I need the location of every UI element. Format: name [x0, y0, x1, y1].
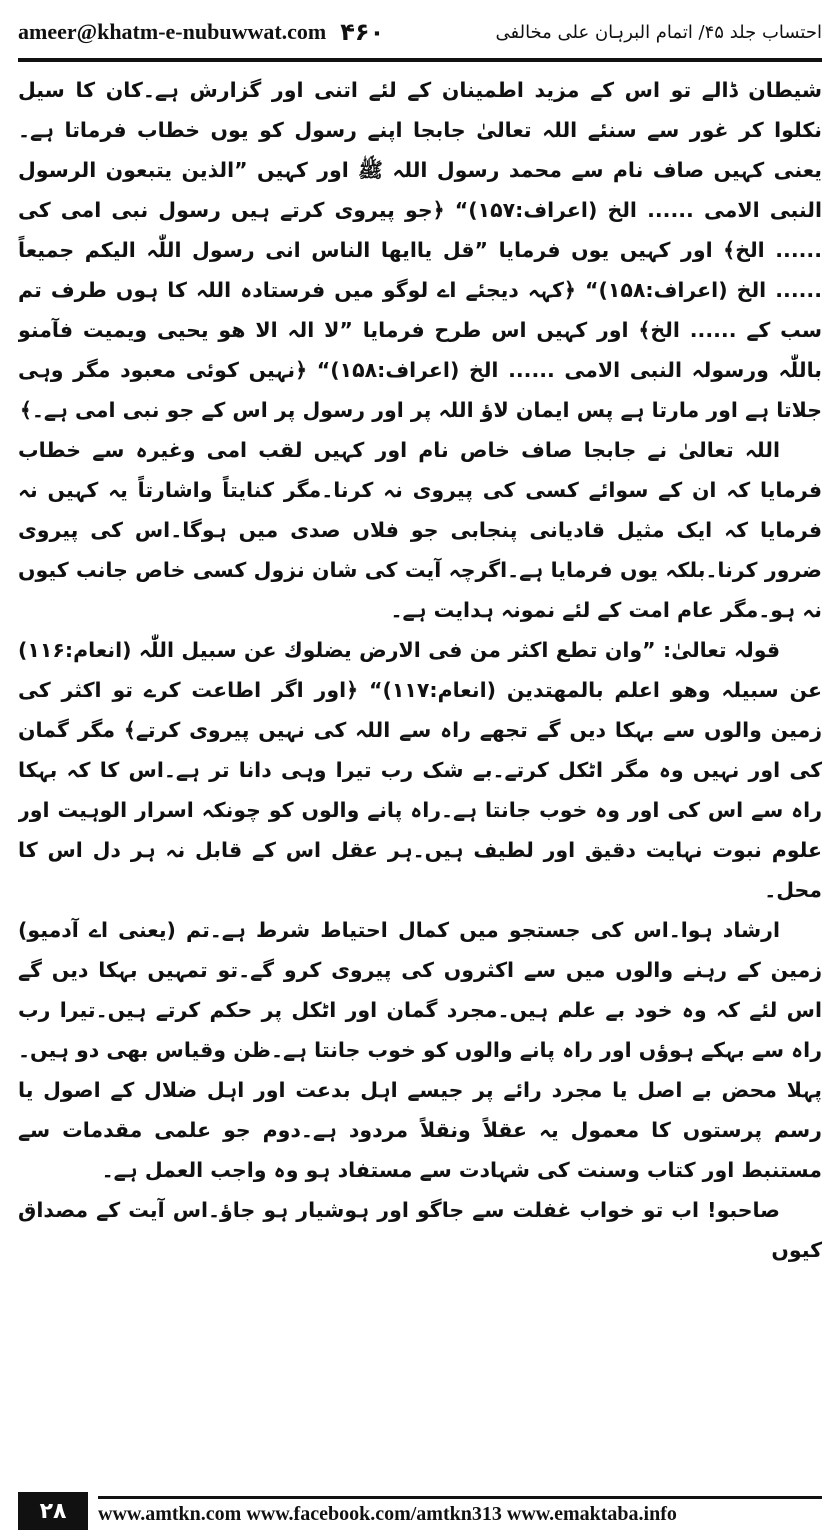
- footer-links: www.amtkn.com www.facebook.com/amtkn313 www.emaktaba.info: [98, 1503, 677, 1525]
- header-page-number: ۴۶۰: [340, 18, 385, 46]
- page-header: [18, 10, 822, 54]
- page-body: [18, 70, 822, 1445]
- footer-right: [88, 1492, 822, 1530]
- header-title: احتساب جلد ۴۵/ اتمام البرہان علی مخالفی: [495, 21, 822, 43]
- header-rule: [18, 58, 822, 62]
- header-email: ameer@khatm-e-nubuwwat.com: [18, 19, 327, 44]
- paragraph-5: صاحبو! اب تو خواب غفلت سے جاگو اور ہوشیار ہو جاؤ۔اس آیت کے مصداق کیوں: [18, 1198, 822, 1262]
- footer-rule: [98, 1496, 822, 1499]
- paragraph-4: ارشاد ہوا۔اس کی جستجو میں کمال احتیاط شرط ہے۔تم (یعنی اے آدمیو) زمین کے رہنے والوں میں سے اکثروں کی پیروی کرو گے۔تو تمہیں بہکا دیں گے اس لئے کہ وہ خود بے علم ہیں۔مجرد گمان اور اٹکل پر حکم کرتے ہیں۔تیرا رب راہ سے بہکے ہوؤں اور راہ پانے والوں کو خوب جانتا ہے۔ظن وقیاس بھی دو ہیں۔پہلا محض بے اصل یا مجرد رائے پر جیسے اہل بدعت اور اہل ضلال کے اصول یا رسم پرستوں کا معمول یہ عقلاً ونقلاً مردود ہے۔دوم جو علمی مقدمات سے مستنبط اور کتاب وسنت کی شہادت سے مستفاد ہو وہ واجب العمل ہے۔: [18, 918, 822, 1182]
- paragraph-1: شیطان ڈالے تو اس کے مزید اطمینان کے لئے اتنی اور گزارش ہے۔کان کا سیل نکلوا کر غور سے سنئے اللہ تعالیٰ جابجا اپنے رسول کو یوں خطاب فرماتا ہے۔یعنی کہیں صاف نام سے محمد رسول اللہ ﷺ اور کہیں ”الذین یتبعون الرسول النبی الامی ...... الخ (اعراف:۱۵۷)“ ﴿جو پیروی کرتے ہیں رسول نبی امی کی ...... الخ﴾ اور کہیں یوں فرمایا ”قل یاایھا الناس انی رسول اللّٰہ الیکم جمیعاً ...... الخ (اعراف:۱۵۸)“ ﴿کہہ دیجئے اے لوگو میں فرستادہ اللہ کا ہوں طرف تم سب کے ...... الخ﴾ اور کہیں اس طرح فرمایا ”لا الہ الا ھو یحیی ویمیت فآمنو باللّٰہ ورسولہ النبی الامی ...... الخ (اعراف:۱۵۸)“ ﴿نہیں کوئی معبود مگر وہی جلاتا ہے اور مارتا ہے پس ایمان لاؤ اللہ پر اور رسول پر اس کے جو نبی امی ہے۔﴾: [18, 78, 822, 422]
- header-left: [18, 18, 384, 46]
- footer-page-badge: ۲۸: [18, 1492, 88, 1530]
- paragraph-2: اللہ تعالیٰ نے جابجا صاف خاص نام اور کہیں لقب امی وغیرہ سے خطاب فرمایا کہ ان کے سوائے کسی کی پیروی نہ کرنا۔مگر کنایتاً واشارتاً یہ کہیں نہ فرمایا کہ ایک مثیل قادیانی پنجابی جو فلاں صدی میں ہوگا۔اس کی پیروی ضرور کرنا۔بلکہ یوں فرمایا ہے۔اگرچہ آیت کی شان نزول کسی خاص جانب کیوں نہ ہو۔مگر عام امت کے لئے نمونہ ہدایت ہے۔: [18, 438, 822, 622]
- paragraph-3: قولہ تعالیٰ: ”وان تطع اکثر من فی الارض یضلوك عن سبیل اللّٰہ (انعام:۱۱۶) عن سبیلہ وھو اعلم بالمھتدین (انعام:۱۱۷)“ ﴿اور اگر اطاعت کرے تو اکثر کی زمین والوں سے بہکا دیں گے تجھے راہ سے اللہ کی نہیں پیروی کرتے﴾ مگر گمان کی اور نہیں وہ مگر اٹکل کرتے۔بے شک رب تیرا وہی دانا تر ہے۔اس کا کہ بہکا راہ سے اس کی اور وہ خوب جانتا ہے۔راہ پانے والوں کو چونکہ اسرار الوہیت اور علوم نبوت نہایت دقیق اور لطیف ہیں۔ہر عقل اس کے قابل نہ ہر دل اس کا محل۔: [18, 638, 822, 902]
- page-footer: [18, 1492, 822, 1530]
